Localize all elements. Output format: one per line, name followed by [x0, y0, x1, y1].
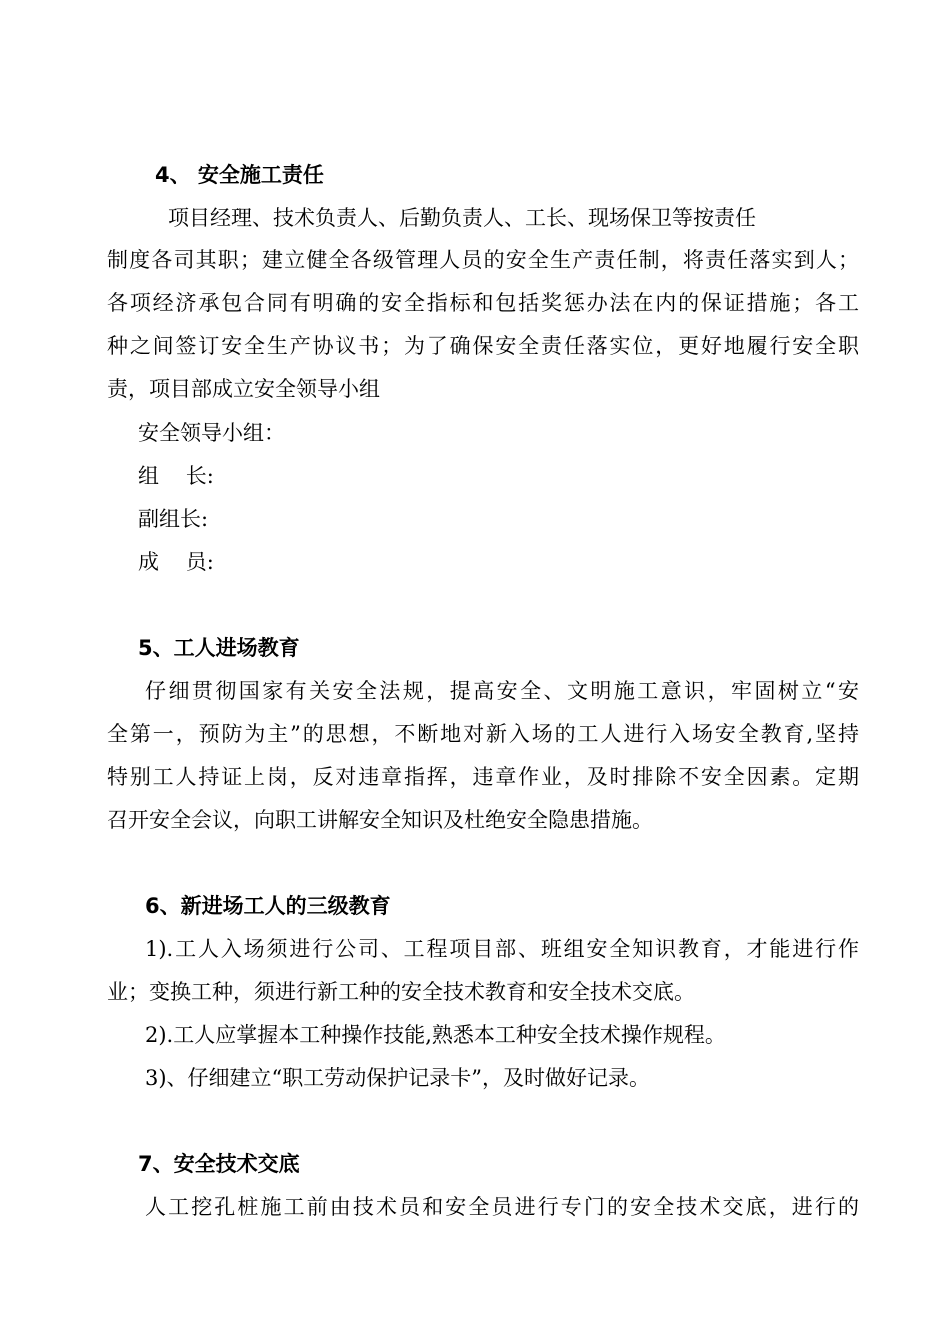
safety-group-title: 安全领导小组： [138, 421, 285, 445]
group-leader-label: 组 长: [138, 464, 214, 488]
section-4-paragraph-line: 种之间签订安全生产协议书；为了确保安全责任落实位，更好地履行安全职 [107, 334, 859, 358]
section-4-paragraph-line: 项目经理、技术负责人、后勤负责人、工长、现场保卫等按责任 [168, 206, 756, 230]
section-6-item-2: 2).工人应掌握本工种操作技能,熟悉本工种安全技术操作规程。 [145, 1023, 726, 1047]
section-7-heading: 7、安全技术交底 [138, 1152, 300, 1176]
section-6-item-3: 3)、仔细建立“职工劳动保护记录卡”，及时做好记录。 [145, 1066, 651, 1090]
section-5-paragraph-line: 特别工人持证上岗，反对违章指挥，违章作业，及时排除不安全因素。定期 [107, 765, 859, 789]
section-4-paragraph-line: 制度各司其职；建立健全各级管理人员的安全生产责任制，将责任落实到人； [107, 248, 859, 272]
deputy-leader-label: 副组长: [138, 507, 209, 531]
members-label: 成 员: [138, 550, 214, 574]
section-6-item-1-line: 1).工人入场须进行公司、工程项目部、班组安全知识教育，才能进行作 [145, 937, 859, 961]
section-6-heading: 6、新进场工人的三级教育 [145, 894, 391, 918]
section-4-paragraph-line: 责，项目部成立安全领导小组 [107, 377, 380, 401]
section-6-item-1-line: 业；变换工种，须进行新工种的安全技术教育和安全技术交底。 [107, 980, 695, 1004]
section-5-paragraph-line: 召开安全会议，向职工讲解安全知识及杜绝安全隐患措施。 [107, 808, 653, 832]
section-5-heading: 5、工人进场教育 [138, 636, 300, 660]
section-7-paragraph-line: 人工挖孔桩施工前由技术员和安全员进行专门的安全技术交底，进行的 [145, 1195, 859, 1219]
section-4-heading: 4、 安全施工责任 [155, 163, 324, 187]
section-5-paragraph-line: 全第一，预防为主”的思想，不断地对新入场的工人进行入场安全教育,坚持 [107, 722, 859, 746]
section-4-paragraph-line: 各项经济承包合同有明确的安全指标和包括奖惩办法在内的保证措施；各工 [107, 291, 859, 315]
section-5-paragraph-line: 仔细贯彻国家有关安全法规，提高安全、文明施工意识，牢固树立“安 [145, 679, 859, 703]
